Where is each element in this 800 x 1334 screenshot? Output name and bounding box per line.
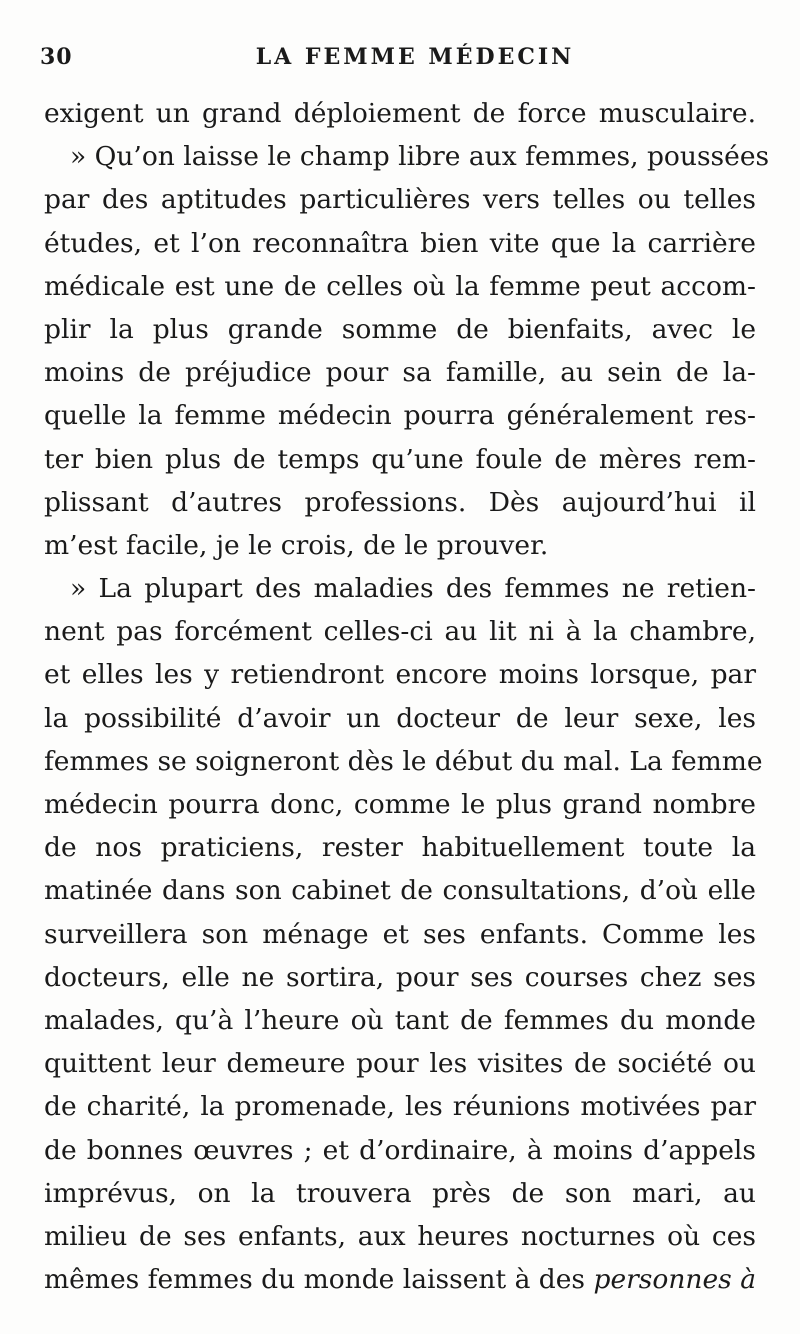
- running-title: LA FEMME MÉDECIN: [255, 44, 575, 70]
- text-line: imprévus, on la trouvera près de son mari, au: [44, 1177, 756, 1209]
- text-line: de nos praticiens, rester habituellement toute la: [44, 832, 756, 864]
- body-text: [44, 92, 770, 1301]
- text-line: femmes se soigneront dès le début du mal. La femme: [44, 745, 763, 777]
- text-line: moins de préjudice pour sa famille, au sein de la-: [44, 357, 756, 389]
- text-line: m’est facile, je le crois, de le prouver.: [44, 529, 549, 561]
- text-line: de charité, la promenade, les réunions motivées par: [44, 1091, 756, 1123]
- text-line: de bonnes œuvres ; et d’ordinaire, à moins d’appels: [44, 1134, 756, 1166]
- page-number: 30: [40, 44, 73, 70]
- text-line: plissant d’autres professions. Dès aujourd’hui il: [44, 486, 756, 518]
- text-line: et elles les y retiendront encore moins lorsque, par: [44, 659, 756, 691]
- text-line-roman: mêmes femmes du monde laissent à des: [44, 1264, 586, 1296]
- text-line: médicale est une de celles où la femme peut accom-: [44, 270, 756, 302]
- text-line: plir la plus grande somme de bienfaits, avec le: [44, 313, 756, 345]
- text-line: la possibilité d’avoir un docteur de leur sexe, les: [44, 702, 756, 734]
- text-line: par des aptitudes particulières vers telles ou telles: [44, 184, 756, 216]
- page-header: [40, 44, 750, 76]
- text-line: quittent leur demeure pour les visites de société ou: [44, 1048, 756, 1080]
- text-line-italic: personnes à: [593, 1264, 756, 1296]
- text-line: » La plupart des maladies des femmes ne retien-: [70, 573, 756, 605]
- text-line: exigent un grand déploiement de force musculaire.: [44, 98, 756, 129]
- text-line: quelle la femme médecin pourra généralement res-: [44, 400, 756, 432]
- text-line: nent pas forcément celles-ci au lit ni à la chambre,: [44, 616, 756, 648]
- text-line: études, et l’on reconnaîtra bien vite que la carrière: [44, 227, 756, 259]
- text-line: milieu de ses enfants, aux heures nocturnes où ces: [44, 1220, 756, 1252]
- text-line: » Qu’on laisse le champ libre aux femmes, poussées: [70, 141, 770, 173]
- text-line: docteurs, elle ne sortira, pour ses courses chez ses: [44, 961, 756, 993]
- text-line: matinée dans son cabinet de consultations, d’où elle: [44, 875, 756, 907]
- text-line: malades, qu’à l’heure où tant de femmes du monde: [44, 1004, 756, 1036]
- text-line-final: [44, 1258, 756, 1301]
- text-line: surveillera son ménage et ses enfants. Comme les: [44, 918, 756, 950]
- text-line: médecin pourra donc, comme le plus grand nombre: [44, 789, 756, 820]
- text-line: ter bien plus de temps qu’une foule de mères rem-: [44, 443, 756, 475]
